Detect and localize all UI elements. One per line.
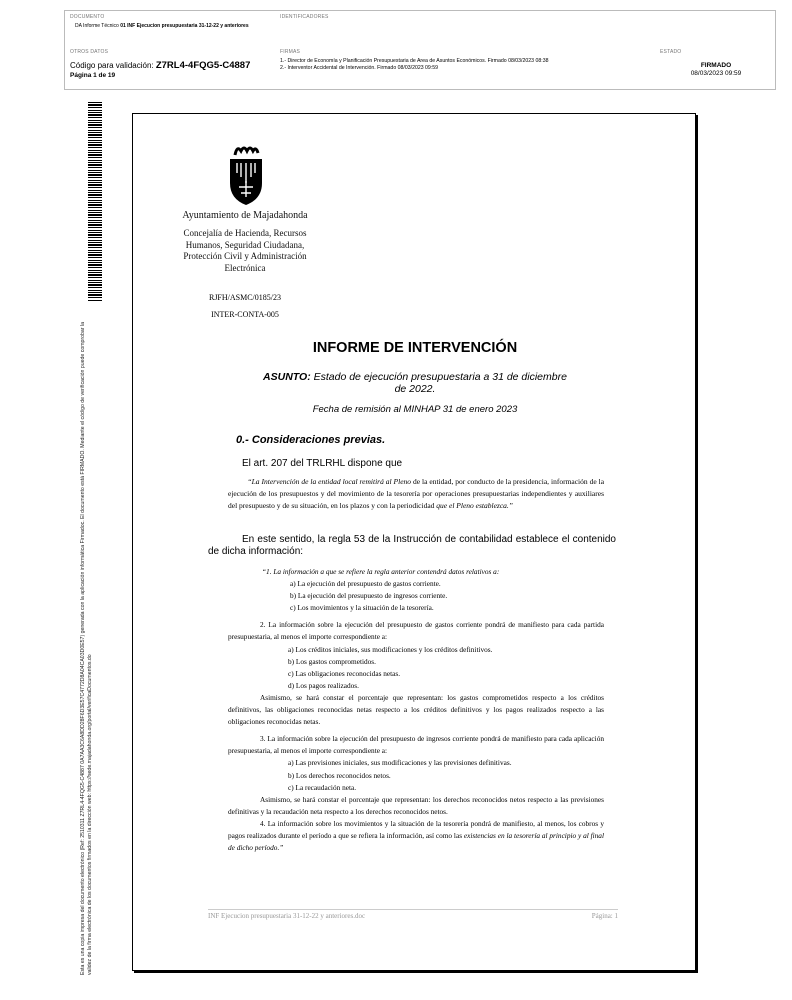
rule-item: d) Los pagos realizados. (288, 680, 359, 690)
documento-label: DOCUMENTO (70, 14, 105, 20)
document-metadata-table (64, 10, 776, 90)
firmas-cell (275, 46, 655, 91)
reference-code-2: INTER-CONTA-005 (211, 310, 279, 319)
rule-item: a) La ejecución del presupuesto de gastos corriente. (290, 579, 441, 589)
rule-item: “1. La información a que se refiere la regla anterior contendrá datos relativos a: (262, 567, 500, 576)
rule-item: b) Los gastos comprometidos. (288, 656, 376, 666)
rule-item: 2. La información sobre la ejecución del presupuesto de gastos corriente pondrá de manifiesto para cada partida presupuestaria, al menos el importe correspondiente a: (228, 620, 604, 642)
identificadores-cell (275, 11, 777, 46)
rule-intro-paragraph: En este sentido, la regla 53 de la Instrucción de contabilidad establece el contenido de dicha información: (208, 534, 616, 557)
rule-item: a) Las previsiones iniciales, sus modificaciones y las previsiones definitivas. (288, 758, 512, 768)
verification-side-text: Esta es una copia impresa del documento electrónico (Ref: 2510311 Z7RL4-4FQG5-C4887 0A7AA3C6A8DD28F6D3E57C4772D8A04CA03D0E57) generada con la aplicación informática Firmadoc. El documento está FIRMADO. Mediante el código de verificación puede comprobar la validez de la firma electrónica de los documentos firmados en la dirección web: https://sede.majadahonda.org/portal/verificaDocumentos.do (80, 321, 93, 975)
rule-item: c) La recaudación neta. (288, 782, 357, 792)
documento-cell (65, 11, 275, 46)
rule-item: Asimismo, se hará constar el porcentaje que representan: los derechos reconocidos netos respecto a las previsiones definitivas y la recaudación neta respecto a los derechos reconocidos netos. (228, 794, 604, 816)
footer-page-number: Página: 1 (591, 912, 618, 920)
letterhead (172, 210, 318, 274)
majadahonda-logo (227, 143, 265, 207)
rule-item: c) Los movimientos y la situación de la tesorería. (290, 603, 434, 613)
footer-filename: INF Ejecucion presupuestaria 31-12-22 y anteriores.doc (208, 912, 366, 920)
documento-description: DA Informe Técnico 01 INF Ejecucion presupuestaria 31-12-22 y anteriores (75, 23, 249, 29)
estado-label: ESTADO (660, 49, 682, 55)
page-count: Página 1 de 19 (70, 72, 116, 79)
signature-2: 2.- Interventor Accidental de Intervención. Firmado 08/03/2023 09:59 (280, 65, 439, 71)
rule-item: c) Las obligaciones reconocidas netas. (288, 668, 401, 678)
otros-datos-label: OTROS DATOS (70, 49, 109, 55)
rule-item: b) Los derechos reconocidos netos. (288, 770, 391, 780)
rule-item: 4. La información sobre los movimientos y la situación de la tesorería pondrá de manifiesto, al menos, los cobros y pagos realizados durante el período a que se refiera la información, así como las existencias en la tesorería al principio y al final de dicho período.” (228, 818, 604, 853)
intro-paragraph: El art. 207 del TRLRHL dispone que (242, 458, 403, 469)
signatures-list (280, 58, 548, 72)
department-name: Concejalía de Hacienda, Recursos Humanos, Seguridad Ciudadana, Protección Civil y Administración Electrónica (183, 228, 307, 273)
page-footer (208, 909, 618, 920)
firmas-label: FIRMAS (280, 49, 301, 55)
subject-text: Estado de ejecución presupuestaria a 31 de diciembre de 2022. (313, 371, 567, 395)
status-value: FIRMADO (700, 62, 732, 69)
validation-code: Código para validación: Z7RL4-4FQG5-C4887 (70, 60, 251, 71)
signature-1: 1.- Director de Economía y Planificación Presupuestaria de Area de Asuntos Económicos. Firmado 08/03/2023 08:38 (280, 58, 549, 64)
barcode (88, 102, 102, 302)
status (655, 62, 777, 78)
rule-53-block (228, 566, 604, 854)
rule-item: b) La ejecución del presupuesto de ingresos corriente. (290, 591, 448, 601)
submission-date: Fecha de remisión al MINHAP 31 de enero 2023 (312, 404, 518, 415)
subject (260, 371, 570, 395)
rule-item: 3. La información sobre la ejecución del presupuesto de ingresos corriente pondrá de manifiesto para cada aplicación presupuestaria, al menos el importe correspondiente a: (228, 734, 604, 756)
reference-code-1: RJFH/ASMC/0185/23 (208, 293, 282, 302)
legal-quote: “La Intervención de la entidad local remitirá al Pleno de la entidad, por conducto de la presidencia, información de la ejecución de los presupuestos y del movimiento de la tesorería por operaciones presupuestarias independientes y auxiliares del presupuesto y de su situación, en los plazos y con la periodicidad que el Pleno establezca.” (228, 477, 605, 510)
estado-cell (655, 46, 777, 91)
subject-label: ASUNTO: (263, 371, 311, 383)
identificadores-label: IDENTIFICADORES (280, 14, 329, 20)
rule-item: Asimismo, se hará constar el porcentaje que representan: los gastos comprometidos respecto a los créditos definitivos, las obligaciones reconocidas netas respecto a los créditos definitivos y los pagos realizados respecto a las obligaciones reconocidas netas. (228, 692, 604, 727)
section-heading: 0.- Consideraciones previas. (236, 434, 386, 446)
otros-datos-cell (65, 46, 275, 91)
status-date: 08/03/2023 09:59 (690, 70, 742, 77)
organization-name: Ayuntamiento de Majadahonda (182, 210, 308, 221)
report-title: INFORME DE INTERVENCIÓN (312, 340, 518, 356)
rule-item: a) Los créditos iniciales, sus modificaciones y los créditos definitivos. (288, 644, 493, 654)
